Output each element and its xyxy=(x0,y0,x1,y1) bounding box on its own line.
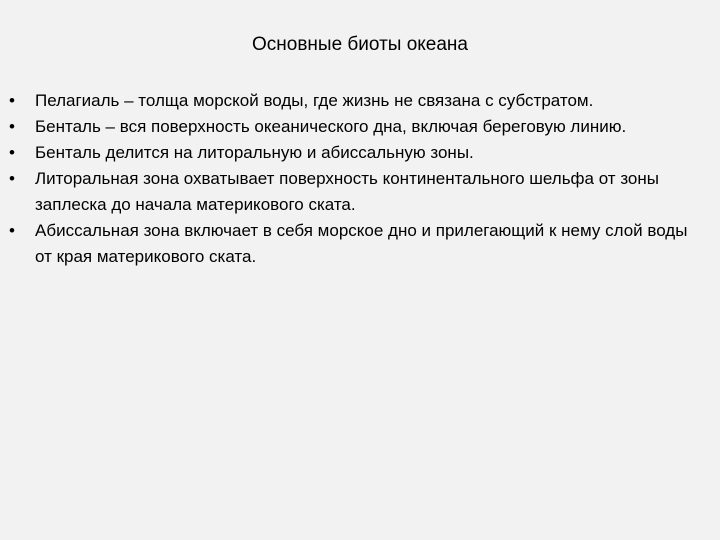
bullet-marker: • xyxy=(9,143,15,162)
bullet-text: Бенталь делится на литоральную и абиссальную зоны. xyxy=(35,143,474,162)
bullet-marker: • xyxy=(9,117,15,136)
bullet-item xyxy=(6,166,706,218)
bullet-text: Литоральная зона охватывает поверхность континентального шельфа от зоны заплеска до начала материкового ската. xyxy=(35,169,659,214)
bullet-marker: • xyxy=(9,91,15,110)
bullet-text: Абиссальная зона включает в себя морское дно и прилегающий к нему слой воды от края материкового ската. xyxy=(35,221,688,266)
bullet-marker: • xyxy=(9,169,15,188)
bullet-item xyxy=(6,88,706,114)
bullet-text: Бенталь – вся поверхность океанического дна, включая береговую линию. xyxy=(35,117,627,136)
bullet-item xyxy=(6,114,706,140)
bullet-item xyxy=(6,218,706,270)
bullet-list xyxy=(6,88,706,270)
bullet-marker: • xyxy=(9,221,15,240)
slide-title: Основные биоты океана xyxy=(252,34,468,55)
bullet-text: Пелагиаль – толща морской воды, где жизнь не связана с субстратом. xyxy=(35,91,594,110)
bullet-item xyxy=(6,140,706,166)
